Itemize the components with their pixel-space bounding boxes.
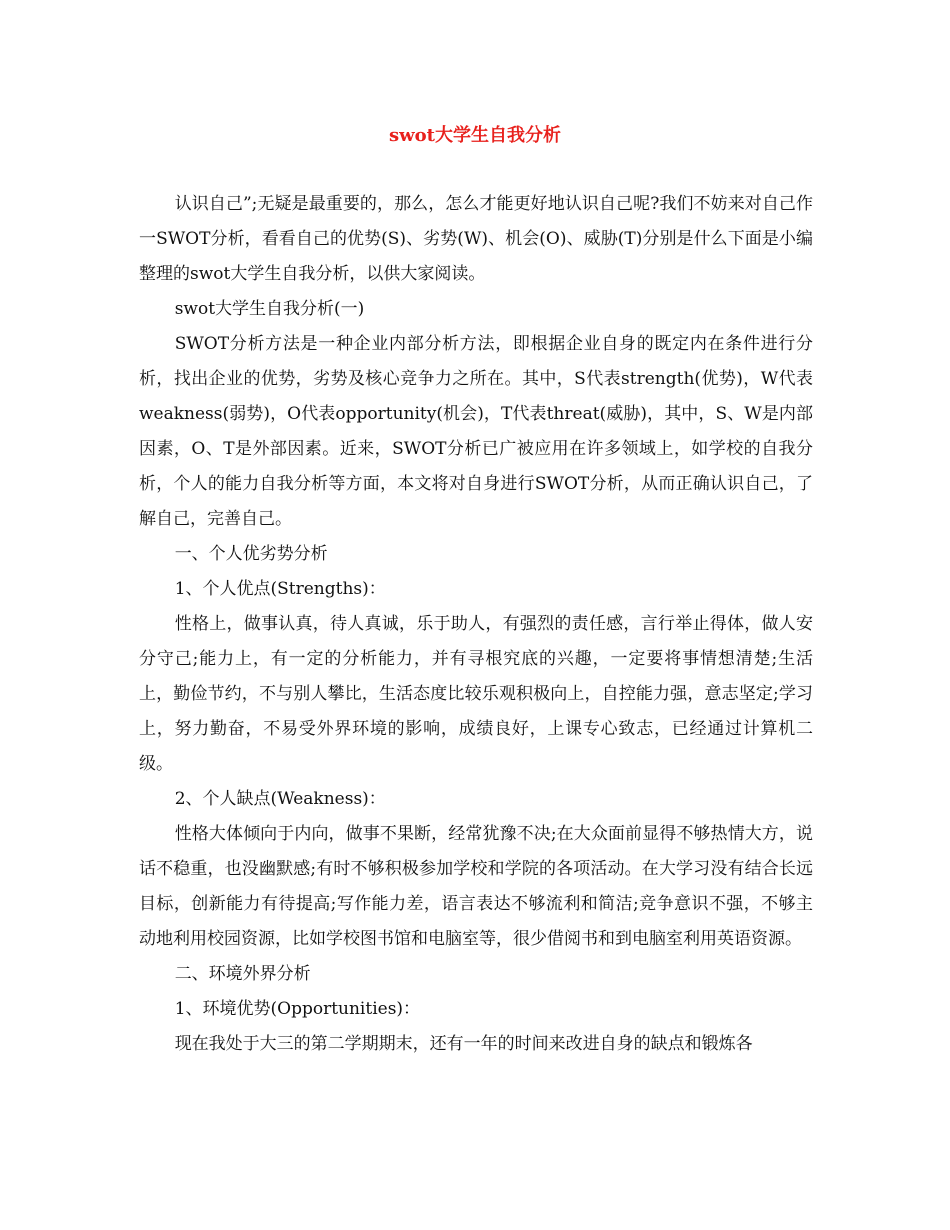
paragraph-strengths: 性格上，做事认真，待人真诚，乐于助人，有强烈的责任感，言行举止得体，做人安分守己;能力上，有一定的分析能力，并有寻根究底的兴趣，一定要将事情想清楚;生活上，勤俭节约，不与别人攀比，生活态度比较乐观积极向上，自控能力强，意志坚定;学习上，努力勤奋，不易受外界环境的影响，成绩良好，上课专心致志，已经通过计算机二级。	[139, 614, 813, 774]
paragraph-intro: 认识自己”;无疑是最重要的，那么，怎么才能更好地认识自己呢?我们不妨来对自己作一SWOT分析，看看自己的优势(S)、劣势(W)、机会(O)、威胁(T)分别是什么下面是小编整理的swot大学生自我分析，以供大家阅读。	[139, 194, 813, 284]
subheading-strengths: 1、个人优点(Strengths)：	[174, 579, 386, 599]
paragraph-weakness: 性格大体倾向于内向，做事不果断，经常犹豫不决;在大众面前显得不够热情大方，说话不稳重，也没幽默感;有时不够积极参加学校和学院的各项活动。在大学习没有结合长远目标，创新能力有待提高;写作能力差，语言表达不够流利和简洁;竞争意识不强，不够主动地利用校园资源，比如学校图书馆和电脑室等，很少借阅书和到电脑室利用英语资源。	[139, 824, 813, 949]
heading-personal-analysis: 一、个人优劣势分析	[174, 544, 328, 564]
section-heading-part-one: swot大学生自我分析(一)	[174, 299, 365, 319]
paragraph-swot-method: SWOT分析方法是一种企业内部分析方法，即根据企业自身的既定内在条件进行分析，找出企业的优势，劣势及核心竞争力之所在。其中，S代表strength(优势)，W代表weakness(弱势)，O代表opportunity(机会)，T代表threat(威胁)，其中，S、W是内部因素，O、T是外部因素。近来，SWOT分析已广被应用在许多领域上，如学校的自我分析，个人的能力自我分析等方面，本文将对自身进行SWOT分析，从而正确认识自己，了解自己，完善自己。	[139, 334, 813, 529]
document-body	[139, 187, 813, 1062]
document-title: swot大学生自我分析	[389, 125, 561, 146]
paragraph-opportunities: 现在我处于大三的第二学期期末，还有一年的时间来改进自身的缺点和锻炼各	[174, 1034, 753, 1054]
subheading-weakness: 2、个人缺点(Weakness)：	[174, 789, 386, 809]
subheading-opportunities: 1、环境优势(Opportunities)：	[174, 999, 421, 1019]
heading-environment-analysis: 二、环境外界分析	[174, 964, 311, 984]
